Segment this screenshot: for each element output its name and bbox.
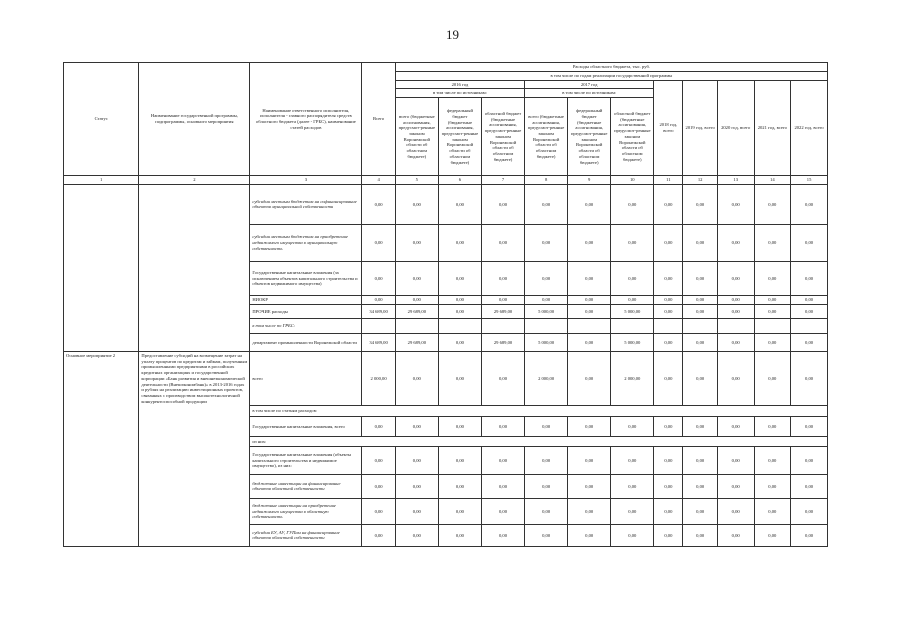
column-number-10: 10 xyxy=(611,176,654,185)
value-cell: 0,00 xyxy=(362,184,395,224)
value-cell: 0,00 xyxy=(568,224,611,261)
value-cell: 0,00 xyxy=(791,224,828,261)
value-cell: 0,00 xyxy=(654,498,683,524)
value-cell: 0,00 xyxy=(438,261,481,295)
value-cell: 0,00 xyxy=(362,224,395,261)
row-label: из них: xyxy=(250,436,828,446)
value-cell: 0,00 xyxy=(525,184,568,224)
value-cell: 0,00 xyxy=(654,261,683,295)
value-cell: 0,00 xyxy=(525,446,568,474)
header-2020: 2020 год, всего xyxy=(717,80,754,175)
value-cell: 0,00 xyxy=(438,498,481,524)
value-cell: 2 000,00 xyxy=(611,351,654,405)
value-cell: 0,00 xyxy=(791,304,828,318)
header-2016-federal: федеральный бюджет (бюджетные ассигнования, предусмот-ренные законом Воронежской области об областном бюджете) xyxy=(438,98,481,176)
column-number-2: 2 xyxy=(139,176,250,185)
value-cell: 0,00 xyxy=(654,474,683,498)
value-cell: 0,00 xyxy=(791,474,828,498)
value-cell: 0,00 xyxy=(481,446,524,474)
value-cell: 0,00 xyxy=(683,333,717,351)
column-number-1: 1 xyxy=(64,176,139,185)
value-cell: 0,00 xyxy=(438,446,481,474)
row-label: департамент промышленности Воронежской области xyxy=(250,333,362,351)
value-cell: 0,00 xyxy=(683,498,717,524)
value-cell: 0,00 xyxy=(754,304,791,318)
value-cell: 5 000,00 xyxy=(525,304,568,318)
value-cell: 0,00 xyxy=(791,261,828,295)
value-cell: 0,00 xyxy=(438,416,481,436)
value-cell: 0,00 xyxy=(654,184,683,224)
row-label: в том числе по статьям расходов: xyxy=(250,405,828,416)
value-cell: 0,00 xyxy=(438,304,481,318)
value-cell: 0,00 xyxy=(754,261,791,295)
value-cell: 0,00 xyxy=(568,524,611,546)
value-cell: 0,00 xyxy=(438,295,481,304)
header-2017: 2017 год xyxy=(525,80,654,89)
header-total: Всего xyxy=(362,63,395,176)
value-cell: 0,00 xyxy=(717,295,754,304)
value-cell: 0,00 xyxy=(717,224,754,261)
value-cell: 0,00 xyxy=(717,524,754,546)
column-number-6: 6 xyxy=(438,176,481,185)
measure-status: Основное мероприятие 2 xyxy=(64,351,139,546)
value-cell: 0,00 xyxy=(481,498,524,524)
table-body xyxy=(64,176,828,547)
value-cell xyxy=(683,318,717,333)
value-cell xyxy=(754,318,791,333)
value-cell: 0,00 xyxy=(683,304,717,318)
row-label: в том числе по ГРБС: xyxy=(250,318,362,333)
value-cell: 0,00 xyxy=(611,184,654,224)
value-cell: 29 689,00 xyxy=(395,304,438,318)
header-2022: 2022 год, всего xyxy=(791,80,828,175)
value-cell: 0,00 xyxy=(717,333,754,351)
value-cell: 0,00 xyxy=(362,498,395,524)
value-cell: 0,00 xyxy=(525,224,568,261)
value-cell: 0,00 xyxy=(683,416,717,436)
value-cell: 0,00 xyxy=(611,498,654,524)
value-cell: 0,00 xyxy=(438,333,481,351)
value-cell: 0,00 xyxy=(654,224,683,261)
header-sources-2017: в том числе по источникам: xyxy=(525,89,654,98)
value-cell: 0,00 xyxy=(683,446,717,474)
header-program-name: Наименование государственной программы, подпрограммы, основного мероприятия xyxy=(139,63,250,176)
table-row xyxy=(64,184,828,224)
value-cell xyxy=(654,318,683,333)
value-cell xyxy=(611,318,654,333)
row-label: НИОКР xyxy=(250,295,362,304)
value-cell: 0,00 xyxy=(683,474,717,498)
value-cell: 0,00 xyxy=(481,261,524,295)
program-cell-continued xyxy=(139,184,250,351)
value-cell: 0,00 xyxy=(654,416,683,436)
header-2016-total: всего (бюджетные ассигнования, предусмот-ренные законом Воронежской области об областном бюджете) xyxy=(395,98,438,176)
value-cell: 0,00 xyxy=(362,446,395,474)
value-cell: 0,00 xyxy=(683,295,717,304)
value-cell: 0,00 xyxy=(481,474,524,498)
value-cell: 0,00 xyxy=(791,416,828,436)
value-cell: 0,00 xyxy=(683,224,717,261)
value-cell: 0,00 xyxy=(568,351,611,405)
value-cell: 0,00 xyxy=(481,184,524,224)
value-cell: 0,00 xyxy=(791,498,828,524)
value-cell: 0,00 xyxy=(683,184,717,224)
value-cell xyxy=(568,318,611,333)
header-by-years: в том числе по годам реализации государственной программы xyxy=(395,72,827,81)
value-cell: 0,00 xyxy=(683,524,717,546)
value-cell: 2 000,00 xyxy=(525,351,568,405)
value-cell: 0,00 xyxy=(754,498,791,524)
value-cell: 29 689,00 xyxy=(481,304,524,318)
value-cell: 0,00 xyxy=(754,351,791,405)
value-cell: 0,00 xyxy=(481,351,524,405)
value-cell: 0,00 xyxy=(717,474,754,498)
value-cell: 0,00 xyxy=(611,261,654,295)
header-2016: 2016 год xyxy=(395,80,524,89)
header-2021: 2021 год, всего xyxy=(754,80,791,175)
value-cell: 0,00 xyxy=(568,498,611,524)
value-cell: 5 000,00 xyxy=(611,304,654,318)
header-status: Статус xyxy=(64,63,139,176)
value-cell xyxy=(362,318,395,333)
header-executor: Наименование ответственного исполнителя, исполнителя - главного распорядителя средств областного бюджета (далее - ГРБС), наименование статей расходов xyxy=(250,63,362,176)
row-label: субсидии БУ, АУ, ГУПам на финансирование объектов областной собственности xyxy=(250,524,362,546)
value-cell: 0,00 xyxy=(754,474,791,498)
header-2017-federal: федеральный бюджет (бюджетные ассигнования, предусмот-ренные законом Воронежской области об областном бюджете) xyxy=(568,98,611,176)
value-cell: 34 689,00 xyxy=(362,333,395,351)
header-2016-regional: областной бюджет (бюджетные ассигнования, предусмот-ренные законом Воронежской области об областном бюджете) xyxy=(481,98,524,176)
table-row xyxy=(64,351,828,405)
value-cell: 0,00 xyxy=(438,184,481,224)
value-cell: 5 000,00 xyxy=(611,333,654,351)
value-cell: 0,00 xyxy=(717,184,754,224)
header-2018: 2018 год, всего xyxy=(654,80,683,175)
value-cell: 0,00 xyxy=(568,261,611,295)
value-cell: 0,00 xyxy=(525,498,568,524)
column-number-14: 14 xyxy=(754,176,791,185)
value-cell: 0,00 xyxy=(395,351,438,405)
value-cell: 0,00 xyxy=(611,524,654,546)
value-cell: 0,00 xyxy=(791,295,828,304)
value-cell: 0,00 xyxy=(438,224,481,261)
column-number-8: 8 xyxy=(525,176,568,185)
value-cell: 0,00 xyxy=(754,224,791,261)
column-number-3: 3 xyxy=(250,176,362,185)
value-cell: 0,00 xyxy=(568,304,611,318)
value-cell: 0,00 xyxy=(568,474,611,498)
row-label: ПРОЧИЕ расходы xyxy=(250,304,362,318)
value-cell: 0,00 xyxy=(717,446,754,474)
value-cell: 0,00 xyxy=(395,416,438,436)
value-cell: 0,00 xyxy=(611,416,654,436)
value-cell: 0,00 xyxy=(481,295,524,304)
budget-table xyxy=(63,62,828,547)
value-cell: 0,00 xyxy=(395,446,438,474)
value-cell: 0,00 xyxy=(754,446,791,474)
value-cell: 0,00 xyxy=(481,416,524,436)
row-label: Государственные капитальные вложения, всего xyxy=(250,416,362,436)
column-number-12: 12 xyxy=(683,176,717,185)
header-sources-2016: в том числе по источникам: xyxy=(395,89,524,98)
value-cell: 0,00 xyxy=(362,261,395,295)
value-cell: 0,00 xyxy=(568,416,611,436)
value-cell: 0,00 xyxy=(654,446,683,474)
value-cell: 0,00 xyxy=(791,351,828,405)
value-cell: 0,00 xyxy=(717,351,754,405)
value-cell: 0,00 xyxy=(438,474,481,498)
value-cell: 0,00 xyxy=(481,524,524,546)
row-label: бюджетные инвестиции на приобретение недвижимого имущества в областную собственность xyxy=(250,498,362,524)
column-number-9: 9 xyxy=(568,176,611,185)
column-number-4: 4 xyxy=(362,176,395,185)
value-cell xyxy=(438,318,481,333)
value-cell: 34 689,00 xyxy=(362,304,395,318)
value-cell: 0,00 xyxy=(438,524,481,546)
value-cell xyxy=(717,318,754,333)
header-expenses-title: Расходы областного бюджета, тыс. руб. xyxy=(395,63,827,72)
value-cell: 0,00 xyxy=(791,184,828,224)
value-cell: 0,00 xyxy=(717,304,754,318)
value-cell: 0,00 xyxy=(525,295,568,304)
value-cell: 2 000,00 xyxy=(362,351,395,405)
value-cell: 0,00 xyxy=(395,498,438,524)
column-number-15: 15 xyxy=(791,176,828,185)
value-cell: 0,00 xyxy=(395,261,438,295)
column-number-5: 5 xyxy=(395,176,438,185)
value-cell xyxy=(395,318,438,333)
value-cell: 0,00 xyxy=(654,304,683,318)
value-cell: 0,00 xyxy=(683,351,717,405)
value-cell: 0,00 xyxy=(438,351,481,405)
value-cell: 0,00 xyxy=(754,333,791,351)
value-cell: 0,00 xyxy=(654,295,683,304)
row-label: Государственные капитальные вложения (за исключением объектов капитального строительства и объектов недвижимого имущества) xyxy=(250,261,362,295)
value-cell: 29 689,00 xyxy=(395,333,438,351)
value-cell: 0,00 xyxy=(717,261,754,295)
value-cell xyxy=(525,318,568,333)
value-cell: 0,00 xyxy=(395,524,438,546)
value-cell: 29 689,00 xyxy=(481,333,524,351)
header-2019: 2019 год, всего xyxy=(683,80,717,175)
header-2017-total: всего (бюджетные ассигнования, предусмот-ренные законом Воронежской области об областном бюджете) xyxy=(525,98,568,176)
value-cell: 0,00 xyxy=(754,524,791,546)
value-cell: 0,00 xyxy=(362,474,395,498)
value-cell: 0,00 xyxy=(568,446,611,474)
value-cell: 0,00 xyxy=(754,416,791,436)
value-cell: 0,00 xyxy=(525,474,568,498)
value-cell: 0,00 xyxy=(611,446,654,474)
row-label: Государственные капитальные вложения (объекты капитального строительства и недвижимое имущество), из них: xyxy=(250,446,362,474)
value-cell: 0,00 xyxy=(654,351,683,405)
row-label: всего xyxy=(250,351,362,405)
value-cell: 0,00 xyxy=(395,474,438,498)
value-cell: 0,00 xyxy=(525,261,568,295)
value-cell: 5 000,00 xyxy=(525,333,568,351)
column-number-11: 11 xyxy=(654,176,683,185)
value-cell: 0,00 xyxy=(683,261,717,295)
value-cell: 0,00 xyxy=(654,524,683,546)
page-number: 19 xyxy=(446,27,459,42)
value-cell: 0,00 xyxy=(754,184,791,224)
value-cell: 0,00 xyxy=(654,333,683,351)
measure-name: Предоставление субсидий на возмещение затрат на уплату процентов по кредитам и займам, полученным промышленными предприятиями в российских кредитных организациях и государственной корпорации «Банк развития и внешнеэкономической деятельности (Внешэкономбанк)» в 2013-2016 годах и рублях на реализацию инвестиционных проектов, связанных с производством высокотехнологичной конкурентоспособной продукции xyxy=(139,351,250,546)
column-number-13: 13 xyxy=(717,176,754,185)
column-number-7: 7 xyxy=(481,176,524,185)
value-cell: 0,00 xyxy=(568,295,611,304)
value-cell: 0,00 xyxy=(481,224,524,261)
value-cell: 0,00 xyxy=(362,416,395,436)
value-cell: 0,00 xyxy=(791,446,828,474)
value-cell: 0,00 xyxy=(754,295,791,304)
value-cell: 0,00 xyxy=(611,474,654,498)
value-cell: 0,00 xyxy=(611,224,654,261)
value-cell: 0,00 xyxy=(568,184,611,224)
row-label: субсидии местным бюджетам на софинансирование объектов муниципальной собственности xyxy=(250,184,362,224)
value-cell: 0,00 xyxy=(791,524,828,546)
header-2017-regional: областной бюджет (бюджетные ассигнования, предусмот-ренные законом Воронежской области об областном бюджете) xyxy=(611,98,654,176)
value-cell: 0,00 xyxy=(362,295,395,304)
column-number-row xyxy=(64,176,828,185)
value-cell: 0,00 xyxy=(395,184,438,224)
value-cell: 0,00 xyxy=(717,498,754,524)
value-cell: 0,00 xyxy=(395,295,438,304)
row-label: субсидии местным бюджетам на приобретение недвижимого имущества в муниципальную собственность xyxy=(250,224,362,261)
value-cell: 0,00 xyxy=(717,416,754,436)
value-cell xyxy=(481,318,524,333)
status-cell-continued xyxy=(64,184,139,351)
value-cell xyxy=(791,318,828,333)
value-cell: 0,00 xyxy=(395,224,438,261)
value-cell: 0,00 xyxy=(611,295,654,304)
row-label: бюджетные инвестиции на финансирование объектов областной собственности xyxy=(250,474,362,498)
value-cell: 0,00 xyxy=(362,524,395,546)
value-cell: 0,00 xyxy=(568,333,611,351)
value-cell: 0,00 xyxy=(525,524,568,546)
value-cell: 0,00 xyxy=(791,333,828,351)
table-header xyxy=(64,63,828,176)
value-cell: 0,00 xyxy=(525,416,568,436)
